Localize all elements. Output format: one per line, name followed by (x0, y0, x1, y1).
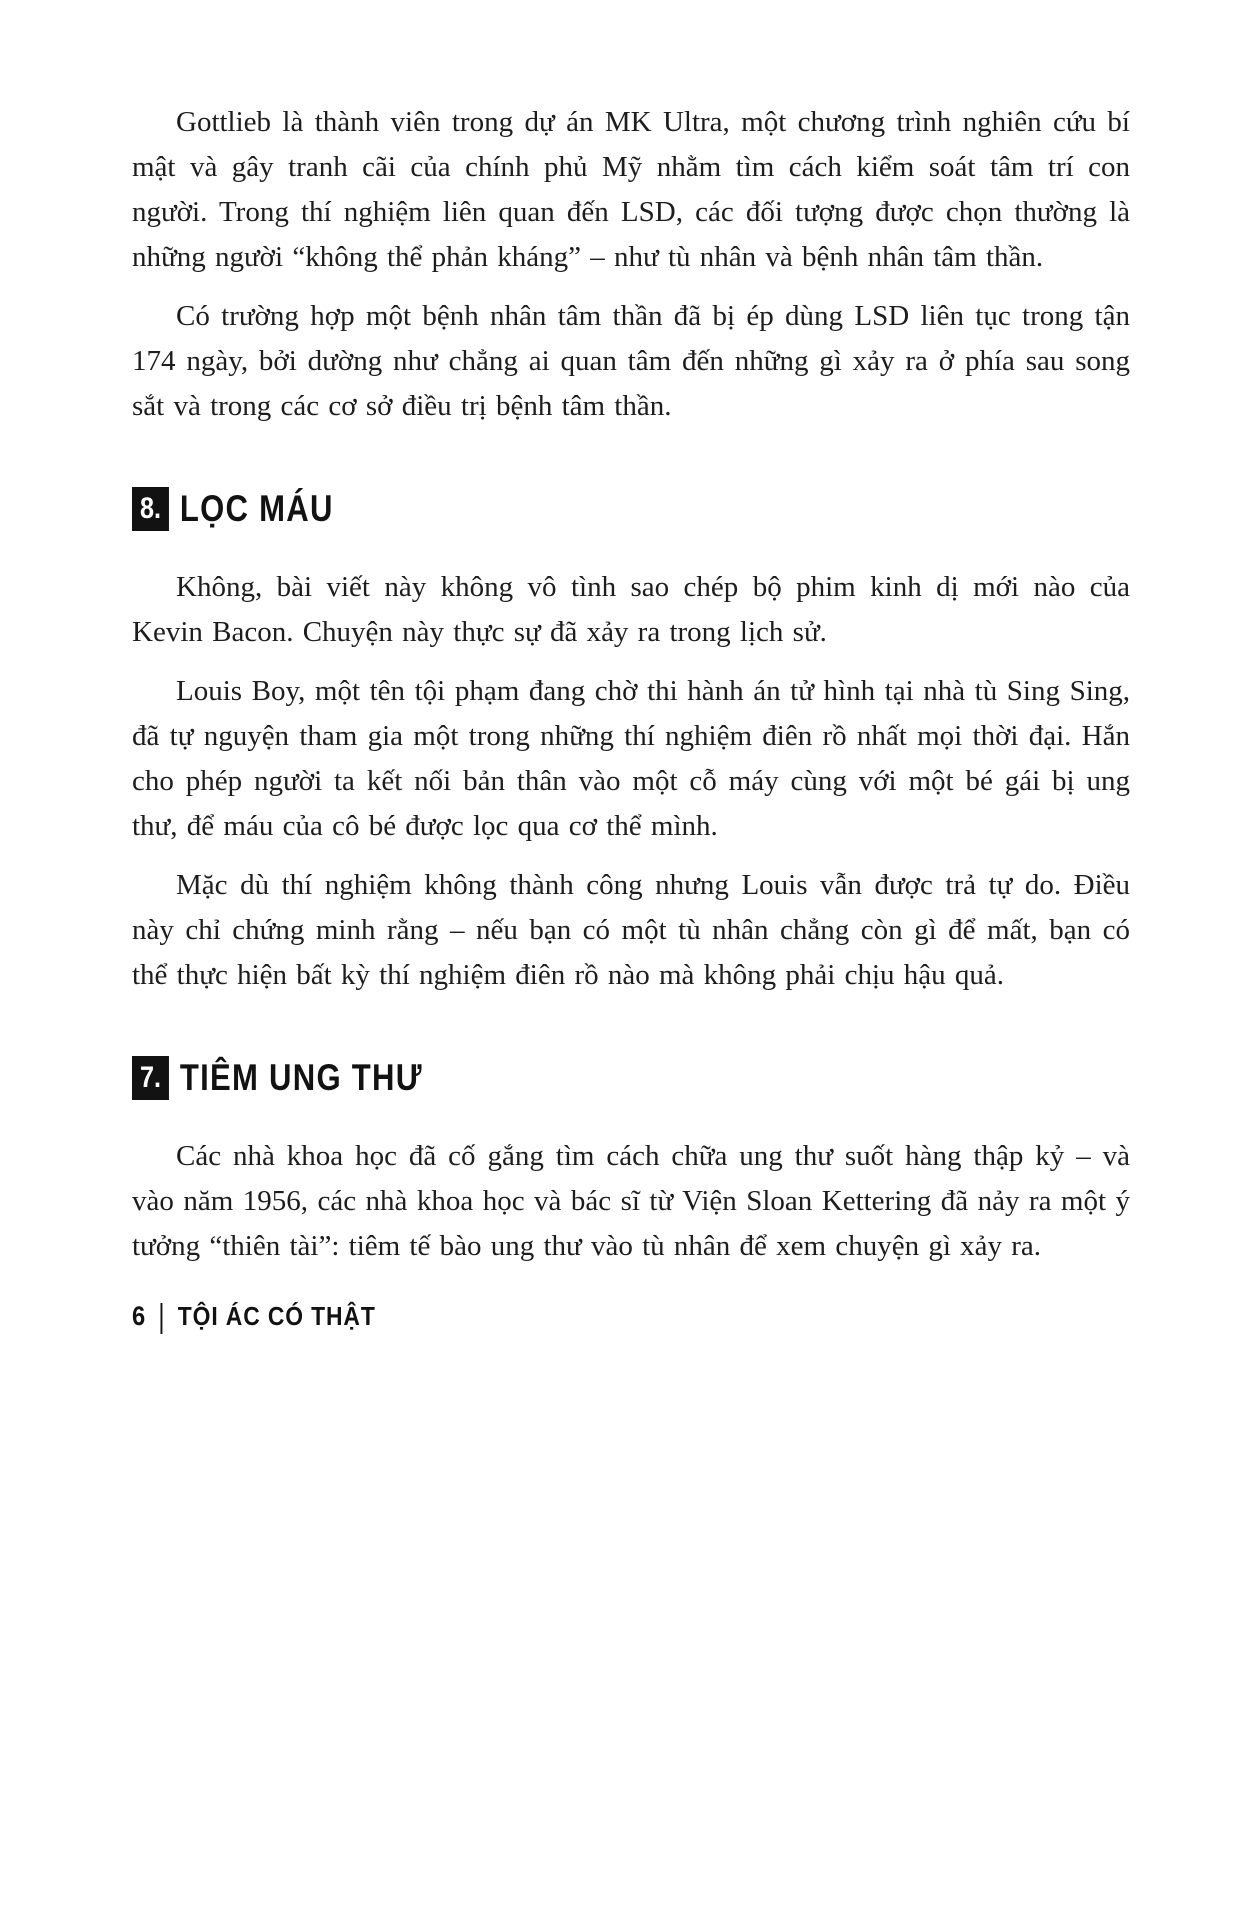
section-heading-7 (132, 1056, 1130, 1106)
footer-page-number: 6 (132, 1301, 146, 1331)
paragraph-louis-freed: Mặc dù thí nghiệm không thành công nhưng Louis vẫn được trả tự do. Điều này chỉ chứng minh rằng – nếu bạn có một tù nhân chẳng còn gì để mất, bạn có thể thực hiện bất kỳ thí nghiệm điên rồ nào mà không phải chịu hậu quả. (132, 869, 1130, 991)
section-heading-8 (132, 487, 1130, 537)
page-footer (132, 1297, 1130, 1335)
paragraph-lsd-174-days: Có trường hợp một bệnh nhân tâm thần đã bị ép dùng LSD liên tục trong tận 174 ngày, bởi dường như chẳng ai quan tâm đến những gì xảy ra ở phía sau song sắt và trong các cơ sở điều trị bệnh tâm thần. (132, 300, 1130, 422)
section-title-tiem-ung-thu: TIÊM UNG THƯ (179, 1057, 423, 1098)
paragraph-kevin-bacon: Không, bài viết này không vô tình sao chép bộ phim kinh dị mới nào của Kevin Bacon. Chuyện này thực sự đã xảy ra trong lịch sử. (132, 571, 1130, 648)
section-number-badge-7: 7. (132, 1056, 169, 1100)
footer-book-title: TỘI ÁC CÓ THẬT (177, 1301, 376, 1331)
paragraph-gottlieb-mkultra: Gottlieb là thành viên trong dự án MK Ultra, một chương trình nghiên cứu bí mật và gây tranh cãi của chính phủ Mỹ nhằm tìm cách kiểm soát tâm trí con người. Trong thí nghiệm liên quan đến LSD, các đối tượng được chọn thường là những người “không thể phản kháng” – như tù nhân và bệnh nhân tâm thần. (132, 106, 1130, 273)
section-heading-8-inner (132, 487, 970, 531)
footer-divider: | (158, 1297, 165, 1335)
section-number-badge-8: 8. (132, 487, 169, 531)
paragraph-sloan-kettering: Các nhà khoa học đã cố gắng tìm cách chữa ung thư suốt hàng thập kỷ – và vào năm 1956, các nhà khoa học và bác sĩ từ Viện Sloan Kettering đã nảy ra một ý tưởng “thiên tài”: tiêm tế bào ung thư vào tù nhân để xem chuyện gì xảy ra. (132, 1140, 1130, 1262)
paragraph-louis-boy: Louis Boy, một tên tội phạm đang chờ thi hành án tử hình tại nhà tù Sing Sing, đã tự nguyện tham gia một trong những thí nghiệm điên rồ nhất mọi thời đại. Hắn cho phép người ta kết nối bản thân vào một cỗ máy cùng với một bé gái bị ung thư, để máu của cô bé được lọc qua cơ thể mình. (132, 675, 1130, 842)
section-heading-7-inner (132, 1056, 970, 1100)
page-footer-inner (132, 1297, 1010, 1335)
section-title-loc-mau: LỌC MÁU (179, 488, 334, 529)
